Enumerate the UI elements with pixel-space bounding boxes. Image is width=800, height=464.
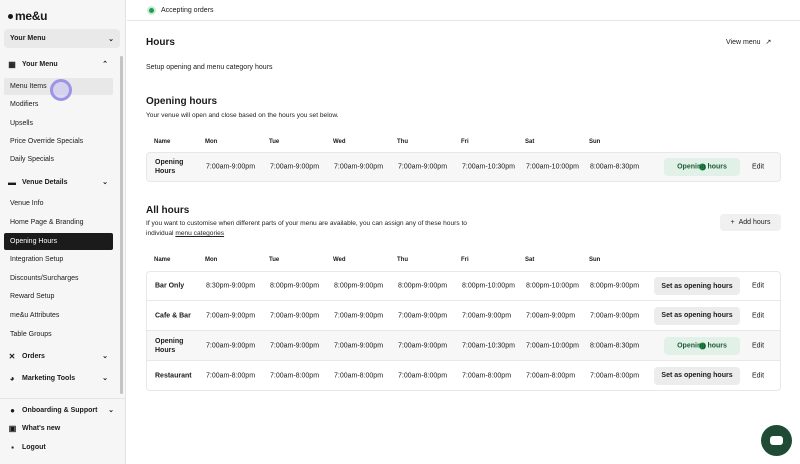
chevron-down-icon: ⌄: [102, 353, 108, 360]
hours-cell: 7:00am-9:00pm: [590, 312, 640, 319]
set-as-opening-hours-button[interactable]: Set as opening hours: [654, 307, 740, 325]
column-header: Wed: [333, 139, 346, 145]
column-header: Fri: [461, 257, 469, 263]
chevron-down-icon: ⌄: [102, 375, 108, 382]
hours-cell: 7:00am-9:00pm: [270, 312, 320, 319]
sidebar-item-venue-info[interactable]: [4, 195, 113, 212]
sidebar-item-opening-hours[interactable]: [4, 233, 113, 250]
hours-cell: 7:00am-8:00pm: [270, 372, 320, 379]
chevron-up-icon: ⌃: [102, 61, 108, 68]
column-header: Tue: [269, 139, 280, 145]
table-header: [146, 252, 781, 268]
sidebar-item-label: me&u Attributes: [10, 312, 60, 319]
row-name: Restaurant: [155, 372, 192, 379]
nav-group-your-menu[interactable]: [4, 56, 114, 72]
column-header: Mon: [205, 257, 218, 263]
table-row: [146, 271, 781, 301]
edit-button[interactable]: Edit: [752, 312, 765, 319]
column-header: Name: [154, 257, 171, 263]
column-header: Wed: [333, 257, 346, 263]
hours-cell: 7:00am-9:00pm: [398, 342, 448, 349]
sidebar-item-label: Upsells: [10, 120, 33, 127]
hours-cell: 7:00am-8:00pm: [462, 372, 512, 379]
sidebar-scrollbar-thumb[interactable]: [120, 56, 123, 394]
external-link-icon: ↗: [765, 39, 772, 46]
column-header: Fri: [461, 139, 469, 145]
hours-cell: 7:00am-10:30pm: [462, 163, 515, 171]
hours-cell: 7:00am-9:00pm: [206, 342, 256, 349]
nav-group-label: Orders: [22, 352, 45, 360]
nav-group-label: Your Menu: [22, 60, 58, 68]
logo-text: me&u: [15, 9, 48, 23]
sidebar-item-label: Discounts/Surcharges: [10, 275, 79, 282]
hours-cell: 7:00am-9:00pm: [206, 312, 256, 319]
set-as-opening-hours-button[interactable]: Set as opening hours: [654, 367, 740, 385]
hours-cell: 7:00am-9:00pm: [334, 312, 384, 319]
onboarding-label: Onboarding & Support: [22, 406, 98, 414]
hours-cell: 7:00am-9:00pm: [526, 312, 576, 319]
hours-cell: 7:00am-8:00pm: [334, 372, 384, 379]
hours-cell: 7:00am-9:00pm: [270, 163, 320, 171]
hours-cell: 7:00am-8:00pm: [398, 372, 448, 379]
row-name: Cafe & Bar: [155, 312, 191, 319]
all-hours-description: [146, 219, 476, 239]
opening-hours-badge: [664, 158, 740, 176]
hours-cell: 7:00am-10:30pm: [462, 342, 515, 349]
hours-cell: 8:00am-8:30pm: [590, 342, 640, 349]
table-row: [146, 361, 781, 391]
menu-select[interactable]: [4, 29, 120, 48]
menu-select-value: Your Menu: [10, 35, 46, 42]
sidebar-item-price-override[interactable]: [4, 133, 113, 150]
chat-icon: [770, 436, 783, 445]
sidebar-item-attributes[interactable]: [4, 307, 113, 324]
whats-new-button[interactable]: [8, 420, 118, 436]
venue-icon: ▬: [8, 177, 16, 187]
view-menu-link[interactable]: [726, 38, 771, 46]
hours-cell: 8:00pm-9:00pm: [398, 282, 448, 290]
menu-categories-link[interactable]: menu categories: [175, 230, 225, 237]
column-header: Tue: [269, 257, 280, 263]
sidebar-item-label: Integration Setup: [10, 256, 64, 263]
sidebar-item-table-groups[interactable]: [4, 326, 113, 343]
sidebar-item-discounts[interactable]: [4, 270, 113, 287]
column-header: Thu: [397, 139, 408, 145]
table-row: [146, 331, 781, 361]
nav-group-marketing-tools[interactable]: [4, 370, 114, 386]
hours-cell: 8:30pm-9:00pm: [206, 282, 256, 290]
hours-cell: 7:00am-9:00pm: [270, 342, 320, 349]
nav-group-venue-details[interactable]: [4, 174, 114, 190]
view-menu-label: View menu: [726, 38, 761, 46]
gift-icon: ▣: [8, 423, 17, 433]
edit-button[interactable]: Edit: [752, 282, 765, 290]
hours-cell: 8:00pm-9:00pm: [590, 282, 640, 290]
hours-cell: 7:00am-8:00pm: [526, 372, 576, 379]
opening-hours-badge: [664, 337, 740, 355]
page-title: Hours: [146, 37, 175, 48]
chat-support-button[interactable]: [761, 425, 792, 456]
column-header: Sun: [589, 257, 601, 263]
column-header: Name: [154, 139, 171, 145]
order-status[interactable]: Accepting orders: [161, 6, 214, 14]
logout-icon: ▪: [11, 442, 14, 452]
badge-label: Opening hours: [677, 342, 727, 349]
plus-icon: +: [730, 219, 735, 226]
column-header: Mon: [205, 139, 218, 145]
sidebar-item-label: Home Page & Branding: [10, 219, 84, 226]
sidebar-item-label: Venue Info: [10, 200, 44, 207]
all-hours-title: All hours: [146, 205, 190, 216]
logout-label: Logout: [22, 443, 46, 451]
logo-dot-icon: [8, 14, 13, 19]
sidebar-item-label: Table Groups: [10, 331, 52, 338]
grid-icon: ▦: [8, 59, 16, 69]
nav-group-label: Venue Details: [22, 178, 68, 186]
table-row: [146, 301, 781, 331]
row-name: Opening Hours: [155, 337, 184, 354]
column-header: Sun: [589, 139, 601, 145]
sidebar-scrollbar[interactable]: [120, 56, 123, 394]
sidebar-item-label: Reward Setup: [10, 293, 55, 300]
opening-hours-title: Opening hours: [146, 96, 218, 107]
hours-cell: 7:00am-9:00pm: [334, 342, 384, 349]
hours-cell: 7:00am-9:00pm: [206, 163, 256, 171]
sidebar-item-label: Daily Specials: [10, 156, 54, 163]
sidebar-item-label: Opening Hours: [10, 238, 58, 245]
table-row: [146, 152, 781, 182]
sidebar-item-home-page[interactable]: [4, 214, 113, 231]
sidebar-item-label: Price Override Specials: [10, 138, 84, 145]
pie-chart-icon: ◕: [9, 373, 15, 383]
sidebar-item-reward-setup[interactable]: [4, 288, 113, 305]
help-icon: ●: [10, 405, 15, 415]
page-subtitle: Setup opening and menu category hours: [146, 64, 273, 71]
column-header: Sat: [525, 139, 535, 145]
sidebar-item-label: Modifiers: [10, 101, 39, 108]
status-dot-icon: [147, 6, 156, 15]
sidebar: [0, 0, 126, 464]
brand-logo[interactable]: [8, 9, 47, 23]
sidebar-item-label: Menu Items: [10, 83, 47, 90]
hours-cell: 8:00pm-10:00pm: [526, 282, 579, 290]
hours-cell: 8:00am-8:30pm: [590, 163, 640, 171]
sidebar-item-integration-setup[interactable]: [4, 251, 113, 268]
nav-group-label: Marketing Tools: [22, 374, 76, 382]
column-header: Thu: [397, 257, 408, 263]
hours-cell: 8:00pm-10:00pm: [462, 282, 515, 290]
chevron-down-icon: ⌄: [108, 35, 114, 43]
add-hours-button[interactable]: [720, 214, 781, 231]
hours-cell: 7:00am-8:00pm: [206, 372, 256, 379]
onboarding-support-button[interactable]: [8, 402, 118, 418]
hours-cell: 7:00am-8:00pm: [590, 372, 640, 379]
badge-label: Opening hours: [677, 163, 727, 171]
hours-cell: 7:00am-9:00pm: [398, 312, 448, 319]
sidebar-footer: [0, 398, 126, 464]
row-name: Opening Hours: [155, 159, 184, 175]
utensils-icon: ✕: [8, 351, 16, 361]
set-as-opening-hours-button[interactable]: Set as opening hours: [654, 277, 740, 295]
column-header: Sat: [525, 257, 535, 263]
whats-new-label: What's new: [22, 424, 61, 432]
row-name: Bar Only: [155, 282, 185, 290]
logout-button[interactable]: [8, 439, 118, 455]
hours-cell: 7:00am-10:00pm: [526, 342, 579, 349]
edit-button[interactable]: Edit: [752, 342, 765, 349]
chevron-down-icon: ⌄: [108, 407, 114, 414]
nav-group-orders[interactable]: [4, 348, 114, 364]
hours-cell: 8:00pm-9:00pm: [270, 282, 320, 290]
hours-cell: 7:00am-10:00pm: [526, 163, 579, 171]
description-text: If you want to customise when different parts of your menu are available, you can assign any of these hours to individual: [146, 220, 467, 237]
opening-hours-description: Your venue will open and close based on the hours you set below.: [146, 112, 339, 119]
cursor-indicator: [50, 79, 72, 101]
edit-button[interactable]: Edit: [752, 372, 765, 379]
hours-cell: 8:00pm-9:00pm: [334, 282, 384, 290]
sidebar-item-upsells[interactable]: [4, 115, 113, 132]
hours-cell: 7:00am-9:00pm: [398, 163, 448, 171]
topbar: [127, 0, 800, 21]
hours-cell: 7:00am-9:00pm: [334, 163, 384, 171]
sidebar-item-daily-specials[interactable]: [4, 151, 113, 168]
edit-button[interactable]: Edit: [752, 163, 765, 171]
hours-cell: 7:00am-9:00pm: [462, 312, 512, 319]
chevron-down-icon: ⌄: [102, 179, 108, 186]
add-hours-label: Add hours: [738, 219, 771, 226]
table-header: [146, 134, 781, 150]
